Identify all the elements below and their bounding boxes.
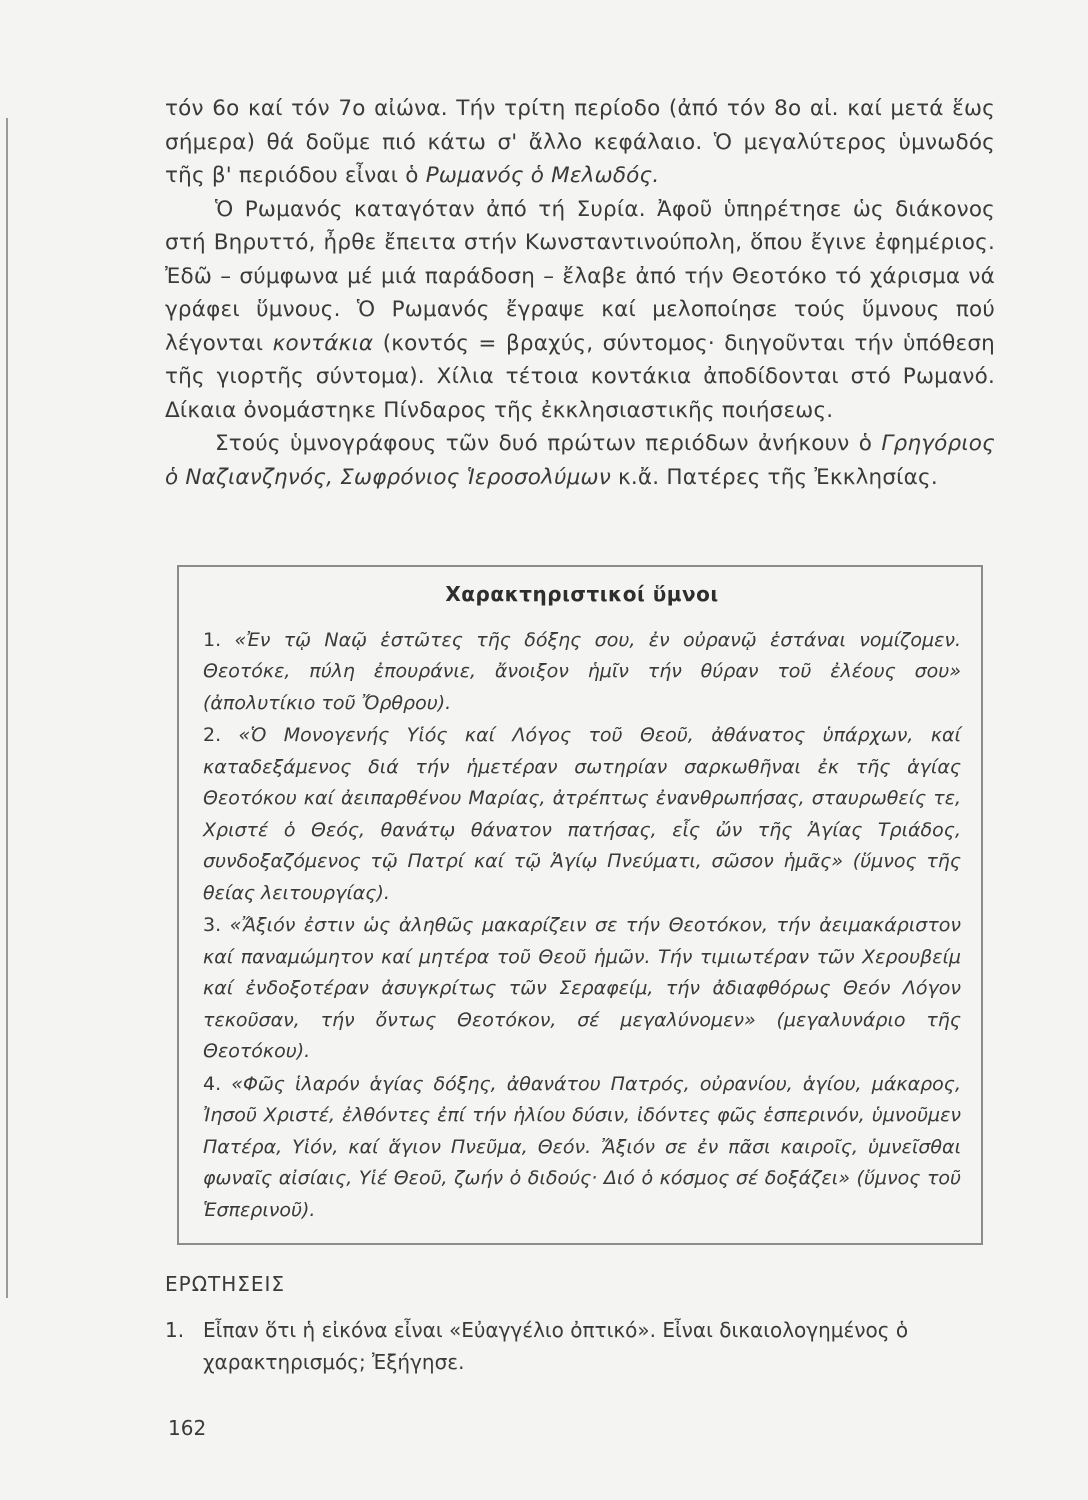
- main-text: [165, 92, 995, 494]
- hymns-box: [177, 565, 983, 1245]
- hymn-note: (μεγαλυνάριο τῆς Θεοτόκου).: [203, 1008, 961, 1062]
- paragraph-2: [165, 193, 995, 428]
- hymn-note: (ὕμνος τοῦ Ἑσπερινοῦ).: [203, 1167, 961, 1221]
- page-binding-edge: [6, 118, 8, 1298]
- hymnographer-names: Γρηγόριος ὁ Ναζιανζηνός, Σωφρόνιος Ἱεροσολύμων: [165, 431, 995, 490]
- questions-section: [165, 1268, 1003, 1378]
- hymn-number: 3.: [203, 914, 222, 936]
- hymn-4: [203, 1069, 961, 1227]
- question-item: [165, 1314, 1003, 1378]
- hymn-2: [203, 720, 961, 909]
- hymn-note: (ὕμνος τῆς θείας λειτουργίας).: [203, 850, 961, 904]
- kontakia-term: κοντάκια: [272, 330, 374, 356]
- question-number: 1.: [165, 1318, 185, 1342]
- hymn-1: [203, 625, 961, 720]
- hymn-number: 2.: [203, 724, 222, 746]
- hymn-3: [203, 910, 961, 1068]
- hymn-text: «Φῶς ἱλαρόν ἁγίας δόξης, ἀθανάτου Πατρός, οὐρανίου, ἁγίου, μάκαρος, Ἰησοῦ Χριστέ, ἐλθόντες ἐπί τήν ἡλίου δύσιν, ἰδόντες φῶς ἑσπερινόν, ὑμνοῦμεν Πατέρα, Υἱόν, καί ἅγιον Πνεῦμα, Θεόν. Ἄξιόν σε ἐν πᾶσι καιροῖς, ὑμνεῖσθαι φωναῖς αἰσίαις, Υἱέ Θεοῦ, ζωήν ὁ διδούς· Διό ὁ κόσμος σέ δοξάζει»: [203, 1072, 961, 1189]
- romanos-name: Ρωμανός ὁ Μελωδός.: [425, 163, 660, 188]
- hymn-number: 1.: [203, 628, 222, 651]
- hymn-number: 4.: [203, 1072, 222, 1095]
- paragraph-1-text: τόν 6ο καί τόν 7ο αἰώνα. Τήν τρίτη περίοδο (ἀπό τόν 8ο αἰ. καί μετά ἕως σήμερα) θά δοῦμε πιό κάτω σ' ἄλλο κεφάλαιο. Ὁ μεγαλύτερος ὑμνωδός τῆς β' περιόδου εἶναι ὁ: [165, 96, 995, 188]
- hymn-text: «Ἄξιόν ἐστιν ὡς ἀληθῶς μακαρίζειν σε τήν Θεοτόκον, τήν ἀειμακάριστον καί παναμώμητον καί μητέρα τοῦ Θεοῦ ἡμῶν. Τήν τιμιωτέραν τῶν Χερουβείμ καί ἐνδοξοτέραν ἀσυγκρίτως τῶν Σεραφείμ, τήν ἀδιαφθόρως Θεόν Λόγον τεκοῦσαν, τήν ὄντως Θεοτόκον, σέ μεγαλύνομεν»: [203, 914, 961, 1031]
- question-text: Εἶπαν ὅτι ἡ εἰκόνα εἶναι «Εὐαγγέλιο ὀπτικό». Εἶναι δικαιολογημένος ὁ χαρακτηρισμός; Ἐξήγησε.: [203, 1318, 909, 1374]
- hymn-note: (ἀπολυτίκιο τοῦ Ὄρθρου).: [203, 691, 452, 714]
- paragraph-3-text-b: κ.ἄ. Πατέρες τῆς Ἐκκλησίας.: [617, 464, 938, 490]
- hymns-box-title: Χαρακτηριστικοί ὕμνοι: [445, 582, 719, 606]
- paragraph-2-text-a: Ὁ Ρωμανός καταγόταν ἀπό τή Συρία. Ἀφοῦ ὑπηρέτησε ὡς διάκονος στή Βηρυττό, ἦρθε ἔπειτα στήν Κωνσταντινούπολη, ὅπου ἔγινε ἐφημέριος. Ἐδῶ – σύμφωνα μέ μιά παράδοση – ἔλαβε ἀπό τήν Θεοτόκο τό χάρισμα νά γράφει ὕμνους. Ὁ Ρωμανός ἔγραψε καί μελοποίησε τούς ὕμνους πού λέγονται: [165, 196, 995, 356]
- paragraph-2-text-b: (κοντός = βραχύς, σύντομος· διηγοῦνται τήν ὑπόθεση τῆς γιορτῆς σύντομα). Χίλια τέτοια κοντάκια ἀποδίδονται στό Ρωμανό. Δίκαια ὀνομάστηκε Πίνδαρος τῆς ἐκκλησιαστικῆς ποιήσεως.: [165, 330, 995, 423]
- page-number: 162: [168, 1416, 207, 1440]
- paragraph-3-text-a: Στούς ὑμνογράφους τῶν δυό πρώτων περιόδων ἀνήκουν ὁ: [215, 431, 873, 456]
- paragraph-3: [165, 427, 995, 494]
- paragraph-1: [165, 92, 995, 193]
- hymn-text: «Ἐν τῷ Ναῷ ἑστῶτες τῆς δόξης σου, ἐν οὐρανῷ ἑστάναι νομίζομεν. Θεοτόκε, πύλη ἐπουράνιε, ἄνοιξον ἡμῖν τήν θύραν τοῦ ἐλέους σου»: [203, 628, 961, 682]
- questions-heading: ΕΡΩΤΗΣΕΙΣ: [165, 1272, 286, 1296]
- hymn-text: «Ὁ Μονογενής Υἱός καί Λόγος τοῦ Θεοῦ, ἀθάνατος ὑπάρχων, καί καταδεξάμενος διά τήν ἡμετέραν σωτηρίαν σαρκωθῆναι ἐκ τῆς ἁγίας Θεοτόκου καί ἀειπαρθένου Μαρίας, ἀτρέπτως ἐνανθρωπήσας, σταυρωθείς τε, Χριστέ ὁ Θεός, θανάτῳ θάνατον πατήσας, εἷς ὤν τῆς Ἁγίας Τριάδος, συνδοξαζόμενος τῷ Πατρί καί τῷ Ἁγίῳ Πνεύματι, σῶσον ἡμᾶς»: [203, 724, 961, 872]
